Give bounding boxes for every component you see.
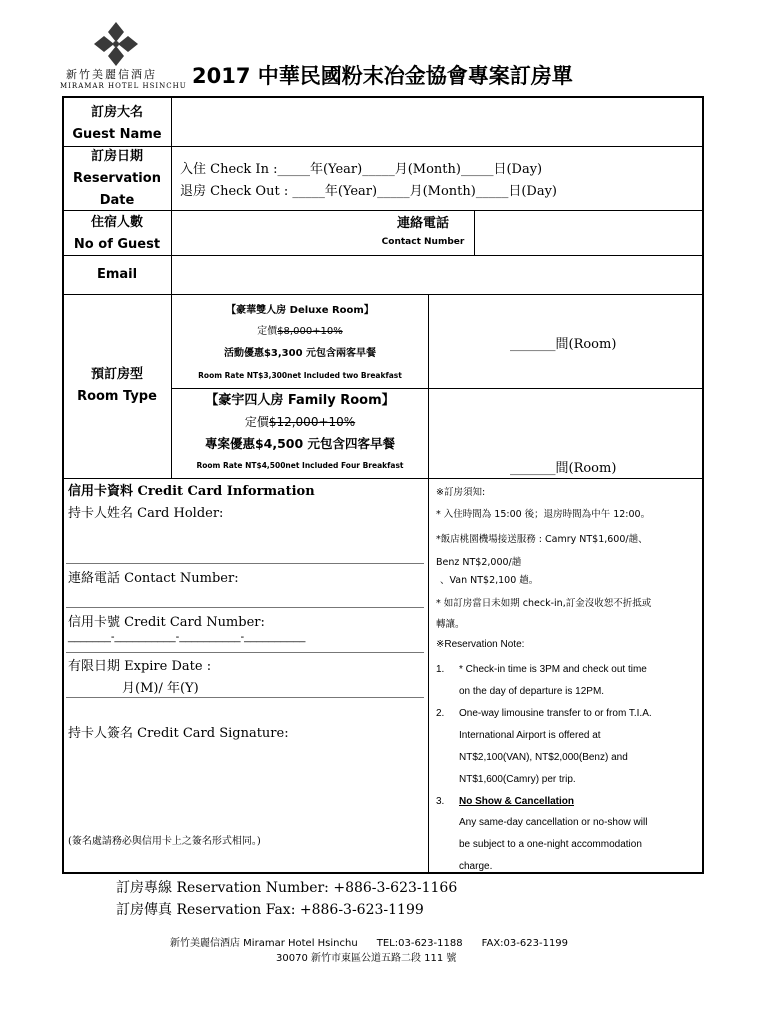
guests-field[interactable] [172,211,372,254]
date-label-cn: 訂房日期 [90,149,143,164]
family-rate-en: Room Rate NT$4,500net Included Four Breakfast [196,461,404,470]
note-en-1-num: 1. [436,664,445,675]
note-cn-2: *飯店桃園機場接送服務 : Camry NT$1,600/趟、 [436,534,648,545]
expire-date-field[interactable]: 月(M)/ 年(Y) [122,681,199,696]
card-holder-field[interactable]: 持卡人姓名 Card Holder: [68,506,224,521]
note-en-3-line-2: be subject to a one-night accommodation [459,839,642,850]
guests-label-cn: 住宿人數 [90,215,143,230]
note-en-3-line-3: charge. [459,861,493,872]
email-label: Email [96,267,138,282]
credit-card-number-label: 信用卡號 Credit Card Number: [68,615,265,630]
contact-label-en: Contact Number [381,237,465,247]
deluxe-rate-en: Room Rate NT$3,300net Included two Breakfast [198,371,402,380]
deluxe-room-name: 【豪華雙人房 Deluxe Room】 [226,305,374,316]
checkin-field[interactable]: 入住 Check In :_____年(Year)_____月(Month)_____日(Day) [180,162,543,177]
guest-name-field[interactable] [172,98,702,145]
note-en-2-line-2: International Airport is offered at [459,730,601,741]
card-signature-field[interactable]: 持卡人簽名 Credit Card Signature: [68,726,289,741]
room-type-label-en: Room Type [77,389,157,404]
note-cn-6: 轉讓。 [436,619,465,630]
notes-en-heading: ※Reservation Note: [436,639,525,650]
hotel-contact-line: 新竹美麗信酒店 Miramar Hotel Hsinchu TEL:03-623-1188 FAX:03-623-1199 [170,938,569,949]
cc-contact-number-field[interactable]: 連絡電話 Contact Number: [68,571,239,586]
notes-cn-heading: ※訂房須知: [436,487,486,498]
hotel-name-cn: 新竹美麗信酒店 [66,68,157,81]
email-field[interactable] [172,256,702,293]
family-list-price: 定價$12,000+10% [244,415,356,429]
family-room-quantity-field[interactable]: _______間(Room) [510,461,617,476]
note-en-1-line-1: * Check-in time is 3PM and check out time [459,664,647,675]
credit-card-heading: 信用卡資料 Credit Card Information [68,484,315,499]
date-label-en-1: Reservation [73,171,161,186]
deluxe-list-price: 定價$8,000+10% [257,326,343,337]
credit-card-number-field[interactable]: _______-__________-__________-__________ [68,631,306,643]
note-en-3-title: No Show & Cancellation [459,796,575,807]
family-promo-price: 專案優惠$4,500 元包含四客早餐 [204,436,396,451]
deluxe-promo-price: 活動優惠$3,300 元包含兩客早餐 [223,348,377,359]
guest-name-label-cn: 訂房大名 [90,105,143,120]
contact-label-cn: 連絡電話 [396,216,449,231]
note-en-1-line-2: on the day of departure is 12PM. [459,686,605,697]
hotel-name-en: MIRAMAR HOTEL HSINCHU [60,82,187,90]
note-en-2-line-3: NT$2,100(VAN), NT$2,000(Benz) and [459,752,628,763]
family-room-name: 【豪宇四人房 Family Room】 [205,393,395,408]
note-en-2-line-4: NT$1,600(Camry) per trip. [459,774,576,785]
guest-name-label-en: Guest Name [72,127,162,142]
note-cn-5: * 如訂房當日未如期 check-in,訂金沒收恕不折抵或 [436,598,652,609]
page-title: 2017 中華民國粉末冶金協會專案訂房單 [192,64,573,88]
note-en-3-line-1: Any same-day cancellation or no-show will [459,817,648,828]
guests-label-en: No of Guest [73,237,161,252]
reservation-fax: 訂房傳真 Reservation Fax: +886-3-623-1199 [116,902,424,918]
reservation-number: 訂房專線 Reservation Number: +886-3-623-1166 [116,880,458,896]
date-label-en-2: Date [99,193,135,208]
hotel-logo-icon [92,20,140,68]
note-cn-1: * 入住時間為 15:00 後；退房時間為中午 12:00。 [436,509,651,520]
room-type-label-cn: 預訂房型 [90,367,143,382]
note-en-3-num: 3. [436,796,445,807]
note-cn-4: 、Van NT$2,100 趟。 [440,575,539,586]
signature-note: (簽名處請務必與信用卡上之簽名形式相同。) [68,836,261,847]
note-cn-3: Benz NT$2,000/趟 [436,557,522,568]
note-en-2-num: 2. [436,708,445,719]
note-en-2-line-1: One-way limousine transfer to or from T.I.A. [459,708,652,719]
contact-number-field[interactable] [475,211,702,254]
deluxe-room-quantity-field[interactable]: _______間(Room) [510,337,617,352]
expire-date-label: 有限日期 Expire Date : [68,659,212,674]
checkout-field[interactable]: 退房 Check Out : _____年(Year)_____月(Month)_____日(Day) [180,184,558,199]
hotel-address: 30070 新竹市東區公道五路二段 111 號 [276,953,457,964]
